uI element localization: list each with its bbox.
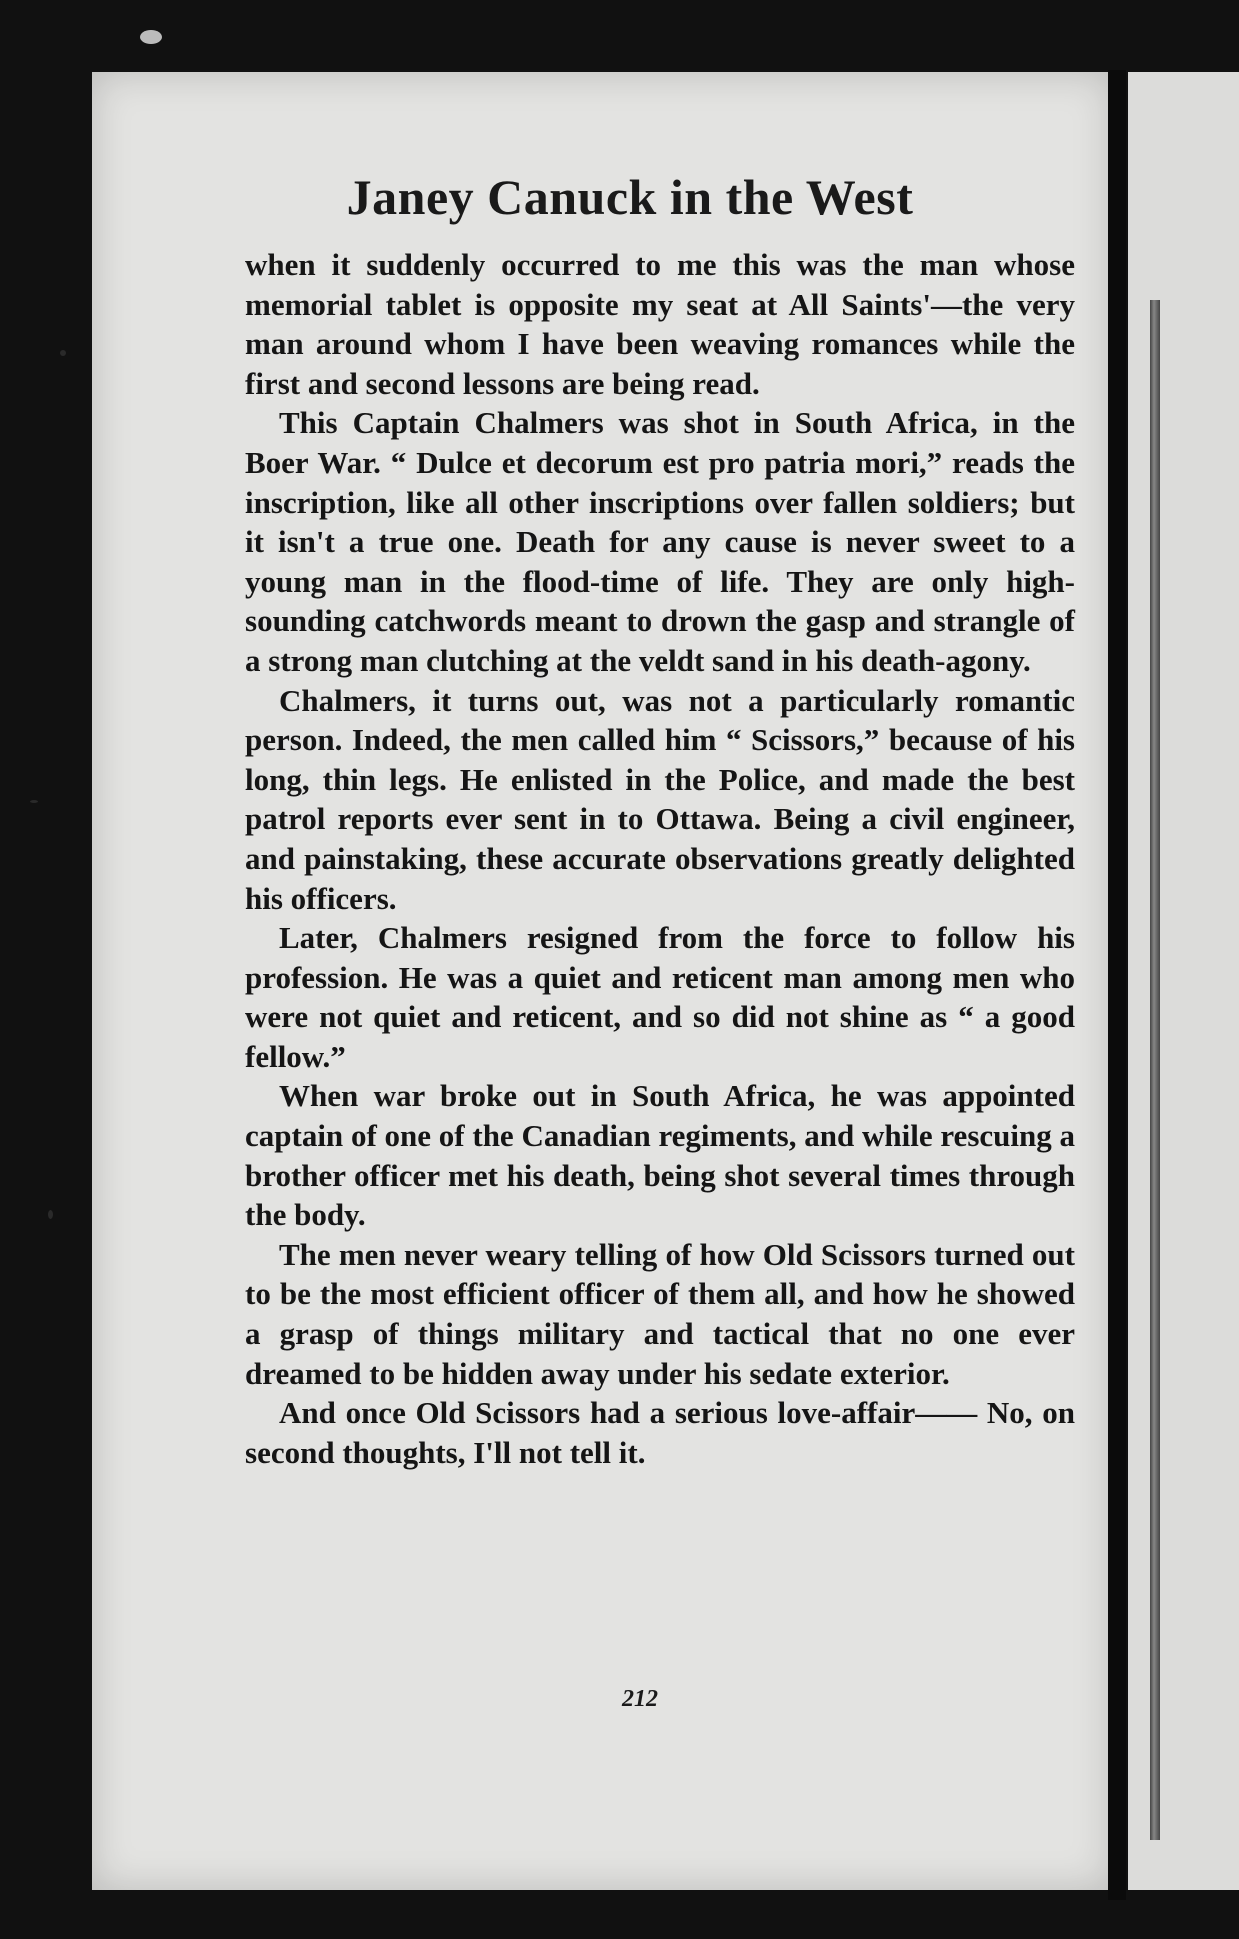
page-number: 212 (622, 1686, 658, 1712)
paragraph-4: Later, Chalmers resigned from the force to follow his profession. He was a quiet and reticent man among men who were not quiet and reticent, and so did not shine as “ a good fellow.” (245, 920, 1075, 1074)
paragraph-7: And once Old Scissors had a serious love-affair—— No, on second thoughts, I'll not tell it. (245, 1395, 1075, 1470)
paragraph-2: This Captain Chalmers was shot in South Africa, in the Boer War. “ Dulce et decorum est pro patria mori,” reads the inscription, like all other inscriptions over fallen soldiers; but it isn't a true one. Death for any cause is never sweet to a young man in the flood-time of life. They are only high-sounding catchwords meant to drown the gasp and strangle of a strong man clutching at the veldt sand in his death-agony. (245, 405, 1075, 678)
facing-page-edge (1128, 72, 1239, 1890)
scan-speck (30, 800, 38, 803)
paragraph-1: when it suddenly occurred to me this was the man whose memorial tablet is opposite my seat at All Saints'—the very man around whom I have been weaving romances while the first and second lessons are being read. (245, 247, 1075, 401)
scan-speck (140, 30, 162, 44)
scan-speck (60, 350, 66, 356)
scan-speck (48, 1210, 53, 1219)
page-gutter (1108, 70, 1126, 1900)
paragraph-6: The men never weary telling of how Old Scissors turned out to be the most efficient officer of them all, and how he showed a grasp of things military and tactical that no one ever dreamed to be hidden away under his sedate exterior. (245, 1236, 1075, 1391)
facing-page-shadow (1150, 300, 1160, 1840)
body-text (245, 245, 1075, 1472)
paragraph-5: When war broke out in South Africa, he was appointed captain of one of the Canadian regiments, and while rescuing a brother officer met his death, being shot several times through the body. (245, 1078, 1075, 1233)
paragraph-3: Chalmers, it turns out, was not a particularly romantic person. Indeed, the men called him “ Scissors,” because of his long, thin legs. He enlisted in the Police, and made the best patrol reports ever sent in to Ottawa. Being a civil engineer, and painstaking, these accurate observations greatly delighted his officers. (245, 682, 1075, 916)
running-head: Janey Canuck in the West (346, 169, 914, 225)
